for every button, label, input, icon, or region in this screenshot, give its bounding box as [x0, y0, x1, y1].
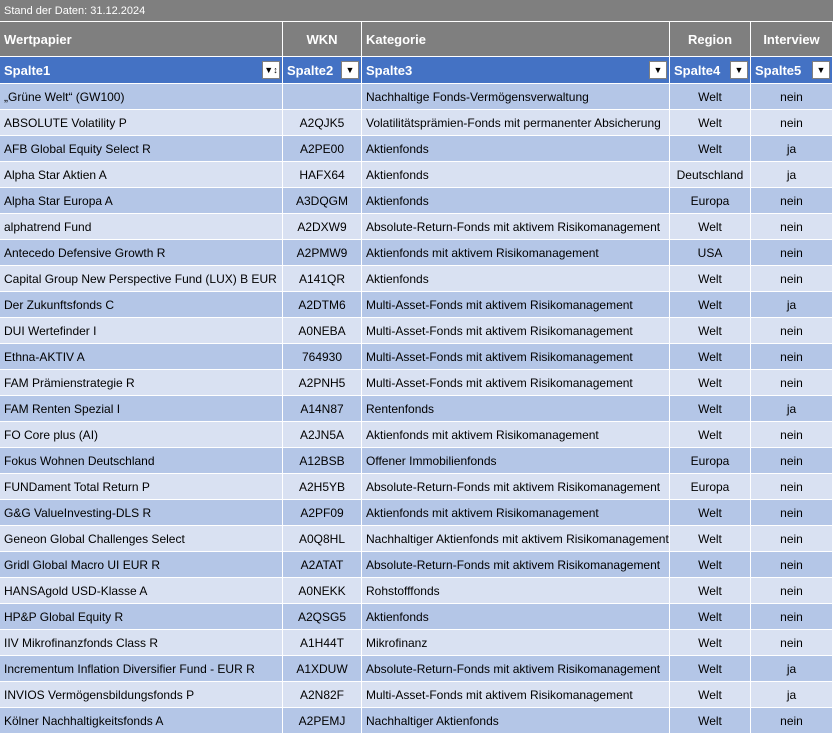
cell-wkn[interactable]: A2PMW9: [283, 240, 362, 266]
cell-wertpapier[interactable]: alphatrend Fund: [0, 214, 283, 240]
cell-wkn[interactable]: A2QJK5: [283, 110, 362, 136]
cell-wertpapier[interactable]: Der Zukunftsfonds C: [0, 292, 283, 318]
cell-kategorie[interactable]: Multi-Asset-Fonds mit aktivem Risikomanagement: [362, 318, 670, 344]
cell-interview[interactable]: ja: [751, 162, 833, 188]
cell-wertpapier[interactable]: Incrementum Inflation Diversifier Fund - EUR R: [0, 656, 283, 682]
cell-wertpapier[interactable]: Ethna-AKTIV A: [0, 344, 283, 370]
cell-wertpapier[interactable]: Alpha Star Europa A: [0, 188, 283, 214]
cell-region[interactable]: Welt: [670, 682, 751, 708]
cell-interview[interactable]: nein: [751, 188, 833, 214]
cell-wertpapier[interactable]: AFB Global Equity Select R: [0, 136, 283, 162]
cell-wertpapier[interactable]: Geneon Global Challenges Select: [0, 526, 283, 552]
table-row: [0, 110, 833, 136]
cell-wertpapier[interactable]: Alpha Star Aktien A: [0, 162, 283, 188]
cell-interview[interactable]: nein: [751, 110, 833, 136]
cell-wertpapier[interactable]: ABSOLUTE Volatility P: [0, 110, 283, 136]
cell-wkn[interactable]: A2PE00: [283, 136, 362, 162]
cell-wertpapier[interactable]: IIV Mikrofinanzfonds Class R: [0, 630, 283, 656]
cell-region[interactable]: Europa: [670, 188, 751, 214]
cell-kategorie[interactable]: Multi-Asset-Fonds mit aktivem Risikomanagement: [362, 370, 670, 396]
header-wkn[interactable]: WKN: [283, 22, 362, 57]
cell-wkn[interactable]: [283, 84, 362, 110]
table-row: [0, 708, 833, 734]
filter-cell-spalte4[interactable]: [670, 57, 751, 84]
cell-kategorie[interactable]: Multi-Asset-Fonds mit aktivem Risikomanagement: [362, 292, 670, 318]
table-row: [0, 448, 833, 474]
table-row: [0, 318, 833, 344]
filter-label-spalte2: Spalte2: [287, 62, 334, 78]
cell-kategorie[interactable]: Aktienfonds: [362, 188, 670, 214]
filter-cell-spalte1[interactable]: [0, 57, 283, 84]
table-row: [0, 84, 833, 110]
cell-wertpapier[interactable]: Antecedo Defensive Growth R: [0, 240, 283, 266]
cell-region[interactable]: Welt: [670, 136, 751, 162]
cell-region[interactable]: Welt: [670, 604, 751, 630]
cell-wertpapier[interactable]: FAM Prämienstrategie R: [0, 370, 283, 396]
table-row: [0, 422, 833, 448]
table-row: [0, 656, 833, 682]
cell-wkn[interactable]: A3DQGM: [283, 188, 362, 214]
cell-region[interactable]: Welt: [670, 84, 751, 110]
cell-wertpapier[interactable]: FO Core plus (AI): [0, 422, 283, 448]
filter-sort-icon[interactable]: ▼↕: [262, 61, 280, 79]
cell-region[interactable]: Welt: [670, 500, 751, 526]
header-interview[interactable]: Interview: [751, 22, 833, 57]
cell-kategorie[interactable]: Aktienfonds: [362, 266, 670, 292]
filter-header-row: [0, 57, 833, 84]
filter-label-spalte4: Spalte4: [674, 62, 721, 78]
table-row: [0, 630, 833, 656]
cell-wkn[interactable]: A2ATAT: [283, 552, 362, 578]
table-row: [0, 604, 833, 630]
table-row: [0, 266, 833, 292]
table-row: [0, 370, 833, 396]
table-row: [0, 188, 833, 214]
cell-interview[interactable]: nein: [751, 344, 833, 370]
cell-kategorie[interactable]: Aktienfonds: [362, 604, 670, 630]
cell-kategorie[interactable]: Rohstofffonds: [362, 578, 670, 604]
data-date-row: [0, 0, 833, 22]
table-row: [0, 214, 833, 240]
filter-label-spalte5: Spalte5: [755, 62, 802, 78]
cell-kategorie[interactable]: Aktienfonds: [362, 162, 670, 188]
cell-wertpapier[interactable]: G&G ValueInvesting-DLS R: [0, 500, 283, 526]
cell-wkn[interactable]: HAFX64: [283, 162, 362, 188]
table-row: [0, 344, 833, 370]
data-date-cell[interactable]: Stand der Daten: 31.12.2024: [0, 0, 833, 22]
cell-region[interactable]: Welt: [670, 578, 751, 604]
table-row: [0, 500, 833, 526]
cell-kategorie[interactable]: Aktienfonds mit aktivem Risikomanagement: [362, 240, 670, 266]
filter-cell-spalte2[interactable]: [283, 57, 362, 84]
cell-kategorie[interactable]: Volatilitätsprämien-Fonds mit permanenter Absicherung: [362, 110, 670, 136]
header-region[interactable]: Region: [670, 22, 751, 57]
table-row: [0, 162, 833, 188]
cell-kategorie[interactable]: Absolute-Return-Fonds mit aktivem Risikomanagement: [362, 552, 670, 578]
table-row: [0, 526, 833, 552]
cell-interview[interactable]: nein: [751, 448, 833, 474]
cell-wertpapier[interactable]: FAM Renten Spezial I: [0, 396, 283, 422]
cell-wkn[interactable]: A0Q8HL: [283, 526, 362, 552]
filter-cell-spalte3[interactable]: [362, 57, 670, 84]
cell-kategorie[interactable]: Absolute-Return-Fonds mit aktivem Risikomanagement: [362, 214, 670, 240]
cell-interview[interactable]: nein: [751, 526, 833, 552]
cell-wkn[interactable]: A2DXW9: [283, 214, 362, 240]
cell-region[interactable]: Welt: [670, 344, 751, 370]
cell-wkn[interactable]: A2PNH5: [283, 370, 362, 396]
cell-wertpapier[interactable]: Fokus Wohnen Deutschland: [0, 448, 283, 474]
cell-region[interactable]: Welt: [670, 656, 751, 682]
cell-interview[interactable]: nein: [751, 84, 833, 110]
cell-region[interactable]: Welt: [670, 110, 751, 136]
table-row: [0, 292, 833, 318]
cell-wkn[interactable]: A141QR: [283, 266, 362, 292]
cell-region[interactable]: Europa: [670, 448, 751, 474]
table-row: [0, 682, 833, 708]
header-wertpapier[interactable]: Wertpapier: [0, 22, 283, 57]
cell-kategorie[interactable]: Offener Immobilienfonds: [362, 448, 670, 474]
filter-label-spalte3: Spalte3: [366, 62, 413, 78]
cell-wertpapier[interactable]: FUNDament Total Return P: [0, 474, 283, 500]
cell-region[interactable]: Welt: [670, 422, 751, 448]
cell-interview[interactable]: nein: [751, 552, 833, 578]
filter-dropdown-icon[interactable]: ▼: [812, 61, 830, 79]
table-row: [0, 136, 833, 162]
cell-interview[interactable]: nein: [751, 240, 833, 266]
cell-wkn[interactable]: A2JN5A: [283, 422, 362, 448]
cell-kategorie[interactable]: Rentenfonds: [362, 396, 670, 422]
cell-wkn[interactable]: 764930: [283, 344, 362, 370]
cell-wkn[interactable]: A2QSG5: [283, 604, 362, 630]
cell-region[interactable]: Welt: [670, 526, 751, 552]
filter-label-spalte1: Spalte1: [4, 62, 51, 78]
table-row: [0, 474, 833, 500]
cell-kategorie[interactable]: Aktienfonds mit aktivem Risikomanagement: [362, 500, 670, 526]
table-row: [0, 396, 833, 422]
cell-wkn[interactable]: A0NEBA: [283, 318, 362, 344]
cell-kategorie[interactable]: Mikrofinanz: [362, 630, 670, 656]
header-kategorie[interactable]: Kategorie: [362, 22, 670, 57]
table-row: [0, 578, 833, 604]
cell-region[interactable]: Welt: [670, 318, 751, 344]
cell-region[interactable]: Deutschland: [670, 162, 751, 188]
cell-kategorie[interactable]: Nachhaltiger Aktienfonds: [362, 708, 670, 734]
column-header-row: [0, 22, 833, 57]
cell-wertpapier[interactable]: HANSAgold USD-Klasse A: [0, 578, 283, 604]
cell-wertpapier[interactable]: DUI Wertefinder I: [0, 318, 283, 344]
cell-wkn[interactable]: A0NEKK: [283, 578, 362, 604]
cell-wkn[interactable]: A14N87: [283, 396, 362, 422]
cell-wkn[interactable]: A2PF09: [283, 500, 362, 526]
cell-region[interactable]: Welt: [670, 266, 751, 292]
cell-interview[interactable]: nein: [751, 474, 833, 500]
cell-wertpapier[interactable]: Gridl Global Macro UI EUR R: [0, 552, 283, 578]
cell-interview[interactable]: nein: [751, 422, 833, 448]
cell-region[interactable]: Welt: [670, 552, 751, 578]
cell-region[interactable]: Europa: [670, 474, 751, 500]
filter-dropdown-icon[interactable]: ▼: [730, 61, 748, 79]
cell-interview[interactable]: ja: [751, 396, 833, 422]
cell-wertpapier[interactable]: „Grüne Welt“ (GW100): [0, 84, 283, 110]
cell-kategorie[interactable]: Multi-Asset-Fonds mit aktivem Risikomanagement: [362, 682, 670, 708]
cell-interview[interactable]: nein: [751, 370, 833, 396]
cell-wertpapier[interactable]: HP&P Global Equity R: [0, 604, 283, 630]
cell-region[interactable]: Welt: [670, 630, 751, 656]
cell-kategorie[interactable]: Nachhaltige Fonds-Vermögensverwaltung: [362, 84, 670, 110]
cell-wkn[interactable]: A2H5YB: [283, 474, 362, 500]
cell-interview[interactable]: ja: [751, 682, 833, 708]
cell-wkn[interactable]: A12BSB: [283, 448, 362, 474]
filter-cell-spalte5[interactable]: [751, 57, 833, 84]
cell-wertpapier[interactable]: INVIOS Vermögensbildungsfonds P: [0, 682, 283, 708]
cell-region[interactable]: Welt: [670, 292, 751, 318]
cell-region[interactable]: Welt: [670, 396, 751, 422]
cell-interview[interactable]: nein: [751, 214, 833, 240]
cell-kategorie[interactable]: Absolute-Return-Fonds mit aktivem Risikomanagement: [362, 474, 670, 500]
cell-region[interactable]: Welt: [670, 214, 751, 240]
cell-interview[interactable]: ja: [751, 136, 833, 162]
cell-interview[interactable]: nein: [751, 318, 833, 344]
cell-region[interactable]: USA: [670, 240, 751, 266]
table-row: [0, 552, 833, 578]
cell-interview[interactable]: nein: [751, 500, 833, 526]
cell-interview[interactable]: ja: [751, 656, 833, 682]
cell-kategorie[interactable]: Nachhaltiger Aktienfonds mit aktivem Risikomanagement: [362, 526, 670, 552]
cell-interview[interactable]: ja: [751, 292, 833, 318]
cell-kategorie[interactable]: Aktienfonds: [362, 136, 670, 162]
cell-interview[interactable]: nein: [751, 630, 833, 656]
cell-kategorie[interactable]: Absolute-Return-Fonds mit aktivem Risikomanagement: [362, 656, 670, 682]
cell-region[interactable]: Welt: [670, 370, 751, 396]
cell-kategorie[interactable]: Multi-Asset-Fonds mit aktivem Risikomanagement: [362, 344, 670, 370]
cell-region[interactable]: Welt: [670, 708, 751, 734]
cell-kategorie[interactable]: Aktienfonds mit aktivem Risikomanagement: [362, 422, 670, 448]
table-row: [0, 240, 833, 266]
filter-dropdown-icon[interactable]: ▼: [341, 61, 359, 79]
cell-interview[interactable]: nein: [751, 578, 833, 604]
cell-wertpapier[interactable]: Capital Group New Perspective Fund (LUX) B EUR: [0, 266, 283, 292]
cell-wkn[interactable]: A2N82F: [283, 682, 362, 708]
cell-wkn[interactable]: A1XDUW: [283, 656, 362, 682]
cell-wkn[interactable]: A2DTM6: [283, 292, 362, 318]
cell-wkn[interactable]: A1H44T: [283, 630, 362, 656]
filter-dropdown-icon[interactable]: ▼: [649, 61, 667, 79]
cell-interview[interactable]: nein: [751, 708, 833, 734]
cell-interview[interactable]: nein: [751, 604, 833, 630]
cell-wertpapier[interactable]: Kölner Nachhaltigkeitsfonds A: [0, 708, 283, 734]
cell-wkn[interactable]: A2PEMJ: [283, 708, 362, 734]
cell-interview[interactable]: nein: [751, 266, 833, 292]
